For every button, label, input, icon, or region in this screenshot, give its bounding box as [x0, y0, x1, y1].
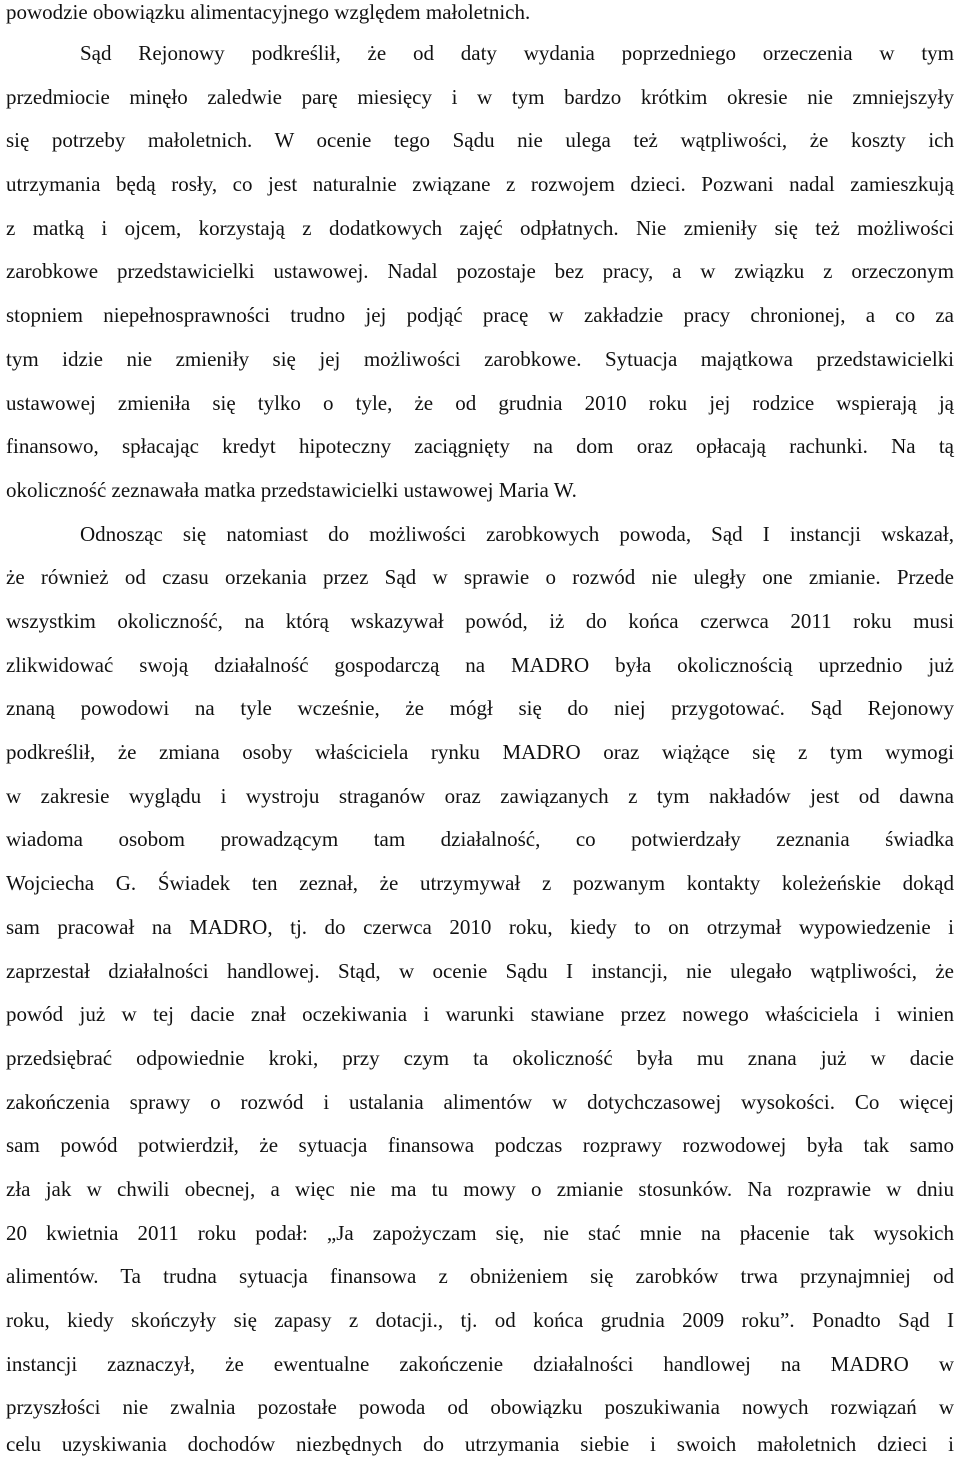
text-line: ustawowej zmieniła się tylko o tyle, że od grudnia 2010 roku jej rodzice wspierają ją — [6, 391, 954, 415]
text-line: tym idzie nie zmieniły się jej możliwości zarobkowe. Sytuacja majątkowa przedstawicielki — [6, 347, 954, 371]
text-line: przyszłości nie zwalnia pozostałe powoda od obowiązku poszukiwania nowych rozwiązań w — [6, 1395, 954, 1419]
text-line: Odnosząc się natomiast do możliwości zarobkowych powoda, Sąd I instancji wskazał, — [80, 522, 954, 546]
text-line: w zakresie wyglądu i wystroju straganów oraz zawiązanych z tym nakładów jest od dawna — [6, 784, 954, 808]
text-line: powodzie obowiązku alimentacyjnego względem małoletnich. — [6, 0, 531, 24]
text-line: celu uzyskiwania dochodów niezbędnych do utrzymania siebie i swoich małoletnich dzieci i — [6, 1432, 954, 1456]
text-line: że również od czasu orzekania przez Sąd w sprawie o rozwód nie uległy one zmianie. Przede — [6, 565, 954, 589]
text-line: wiadoma osobom prowadzącym tam działalność, co potwierdzały zeznania świadka — [6, 827, 954, 851]
text-line: stopniem niepełnosprawności trudno jej podjąć pracę w zakładzie pracy chronionej, a co za — [6, 303, 954, 327]
text-line: okoliczność zeznawała matka przedstawicielki ustawowej Maria W. — [6, 478, 577, 502]
text-line: roku, kiedy skończyły się zapasy z dotacji., tj. od końca grudnia 2009 roku”. Ponadto Sąd I — [6, 1308, 954, 1332]
text-line: podkreślił, że zmiana osoby właściciela rynku MADRO oraz wiążące się z tym wymogi — [6, 740, 954, 764]
text-line: utrzymania będą rosły, co jest naturalnie związane z rozwojem dzieci. Pozwani nadal zamieszkują — [6, 172, 954, 196]
text-line: z matką i ojcem, korzystają z dodatkowych zajęć odpłatnych. Nie zmieniły się też możliwości — [6, 216, 954, 240]
text-line: się potrzeby małoletnich. W ocenie tego Sądu nie ulega też wątpliwości, że koszty ich — [6, 128, 954, 152]
text-line: zlikwidować swoją działalność gospodarczą na MADRO była okolicznością uprzednio już — [6, 653, 954, 677]
text-line: wszystkim okoliczność, na którą wskazywał powód, iż do końca czerwca 2011 roku musi — [6, 609, 954, 633]
text-line: instancji zaznaczył, że ewentualne zakończenie działalności handlowej na MADRO w — [6, 1352, 954, 1376]
text-line: Sąd Rejonowy podkreślił, że od daty wydania poprzedniego orzeczenia w tym — [80, 41, 954, 65]
text-line: sam powód potwierdził, że sytuacja finansowa podczas rozprawy rozwodowej była tak samo — [6, 1133, 954, 1157]
text-line: przedmiocie minęło zaledwie parę miesięcy i w tym bardzo krótkim okresie nie zmniejszyły — [6, 85, 954, 109]
text-line: przedsiębrać odpowiednie kroki, przy czym ta okoliczność była mu znana już w dacie — [6, 1046, 954, 1070]
text-line: sam pracował na MADRO, tj. do czerwca 2010 roku, kiedy to on otrzymał wypowiedzenie i — [6, 915, 954, 939]
text-line: Wojciecha G. Świadek ten zeznał, że utrzymywał z pozwanym kontakty koleżeńskie dokąd — [6, 871, 954, 895]
text-line: powód już w tej dacie znał oczekiwania i warunki stawiane przez nowego właściciela i winien — [6, 1002, 954, 1026]
text-line: zaprzestał działalności handlowej. Stąd, w ocenie Sądu I instancji, nie ulegało wątpliwości, że — [6, 959, 954, 983]
text-line: znaną powodowi na tyle wcześnie, że mógł się do niej przygotować. Sąd Rejonowy — [6, 696, 954, 720]
text-line: zarobkowe przedstawicielki ustawowej. Nadal pozostaje bez pracy, a w związku z orzeczonym — [6, 259, 954, 283]
text-line: alimentów. Ta trudna sytuacja finansowa z obniżeniem się zarobków trwa przynajmniej od — [6, 1264, 954, 1288]
text-line: 20 kwietnia 2011 roku podał: „Ja zapożyczam się, nie stać mnie na płacenie tak wysokich — [6, 1221, 954, 1245]
text-line: finansowo, spłacając kredyt hipoteczny zaciągnięty na dom oraz opłacają rachunki. Na tą — [6, 434, 954, 458]
text-line: zła jak w chwili obecnej, a więc nie ma tu mowy o zmianie stosunków. Na rozprawie w dniu — [6, 1177, 954, 1201]
text-line: zakończenia sprawy o rozwód i ustalania alimentów w dotychczasowej wysokości. Co więcej — [6, 1090, 954, 1114]
